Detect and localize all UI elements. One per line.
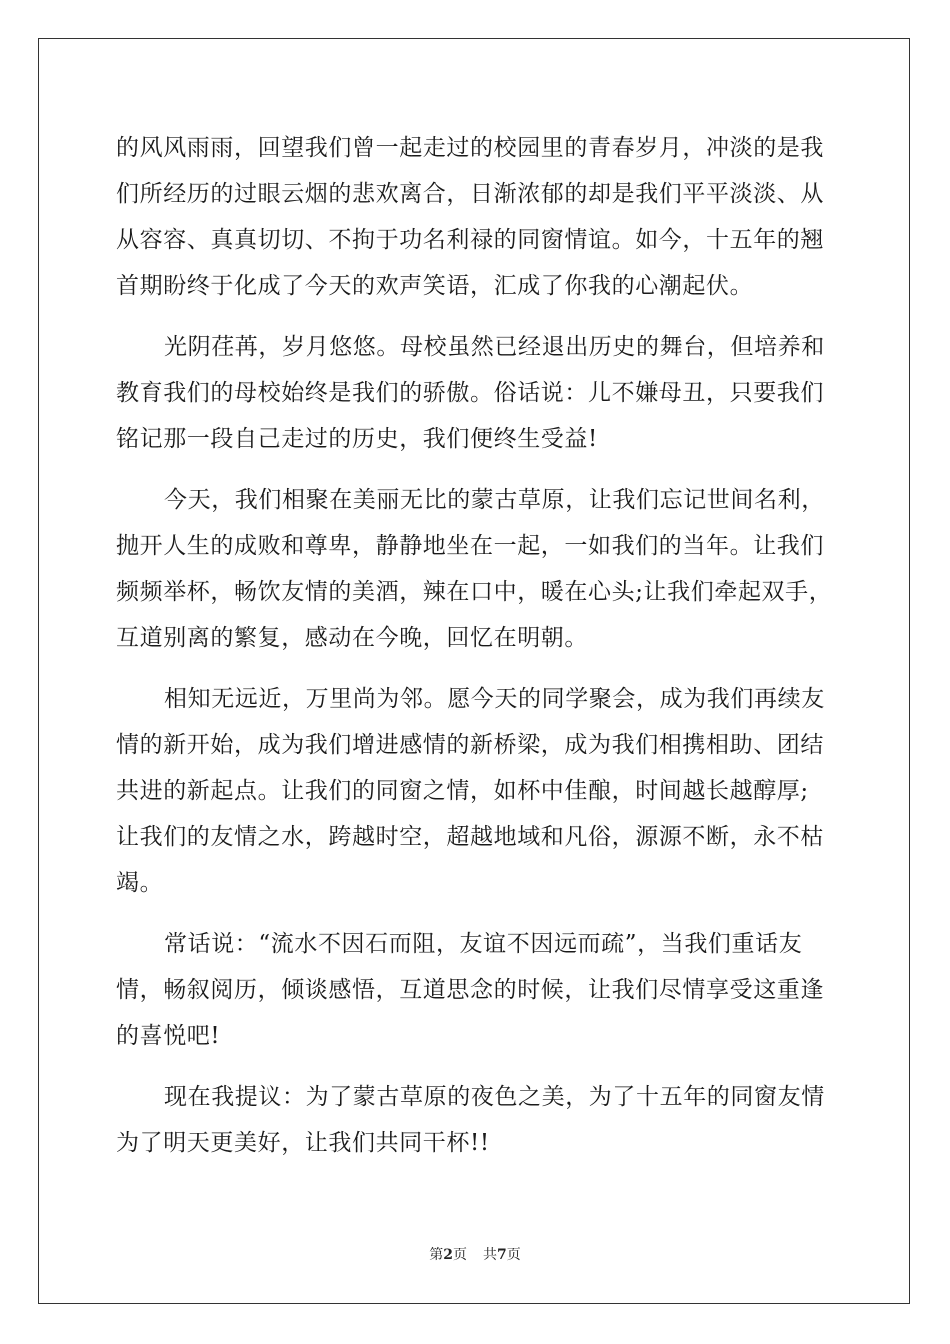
text-line: 们所经历的过眼云烟的悲欢离合，日渐浓郁的却是我们平平淡淡、从: [116, 181, 824, 207]
text-line: 让我们的友情之水，跨越时空，超越地域和凡俗，源源不断，永不枯: [116, 824, 824, 850]
current-page-number: 2: [443, 1247, 453, 1263]
footer-total-prefix: 共: [483, 1247, 497, 1263]
text-line: 频频举杯，畅饮友情的美酒，辣在口中，暖在心头;让我们牵起双手，: [116, 579, 833, 605]
total-page-number: 7: [497, 1247, 507, 1263]
text-line: 的风风雨雨，回望我们曾一起走过的校园里的青春岁月，冲淡的是我: [116, 135, 824, 161]
text-line: 互道别离的繁复，感动在今晚，回忆在明朝。: [116, 625, 588, 651]
text-line: 为了明天更美好，让我们共同干杯!!: [116, 1130, 490, 1156]
paragraph-first-line: 相知无远近，万里尚为邻。愿今天的同学聚会，成为我们再续友: [164, 686, 825, 712]
text-line: 共进的新起点。让我们的同窗之情，如杯中佳酿，时间越长越醇厚;: [116, 778, 809, 804]
footer-total-suffix: 页: [506, 1247, 521, 1263]
text-line: 抛开人生的成败和尊卑，静静地坐在一起，一如我们的当年。让我们: [116, 533, 824, 559]
text-line: 铭记那一段自己走过的历史，我们便终生受益!: [116, 426, 598, 452]
paragraph-first-line: 今天，我们相聚在美丽无比的蒙古草原，让我们忘记世间名利，: [164, 487, 825, 513]
text-line: 情，畅叙阅历，倾谈感悟，互道思念的时候，让我们尽情享受这重逢: [116, 977, 824, 1003]
text-line: 首期盼终于化成了今天的欢声笑语，汇成了你我的心潮起伏。: [116, 273, 754, 299]
paragraph-first-line: 光阴荏苒，岁月悠悠。母校虽然已经退出历史的舞台，但培养和: [164, 334, 825, 360]
page-footer: [0, 1244, 950, 1264]
paragraph-first-line: 常话说：“流水不因石而阻，友谊不因远而疏”，当我们重话友: [164, 931, 803, 957]
text-line: 情的新开始，成为我们增进感情的新桥梁，成为我们相携相助、团结: [116, 732, 824, 758]
text-line: 的喜悦吧!: [116, 1023, 221, 1049]
text-line: 竭。: [116, 870, 164, 896]
text-line: 从容容、真真切切、不拘于功名利禄的同窗情谊。如今，十五年的翘: [116, 227, 824, 253]
text-line: 教育我们的母校始终是我们的骄傲。俗话说：儿不嫌母丑，只要我们: [116, 380, 824, 406]
footer-page-word: 页: [453, 1247, 467, 1263]
footer-prefix: 第: [429, 1247, 444, 1263]
paragraph-first-line: 现在我提议：为了蒙古草原的夜色之美，为了十五年的同窗友情: [164, 1084, 825, 1110]
